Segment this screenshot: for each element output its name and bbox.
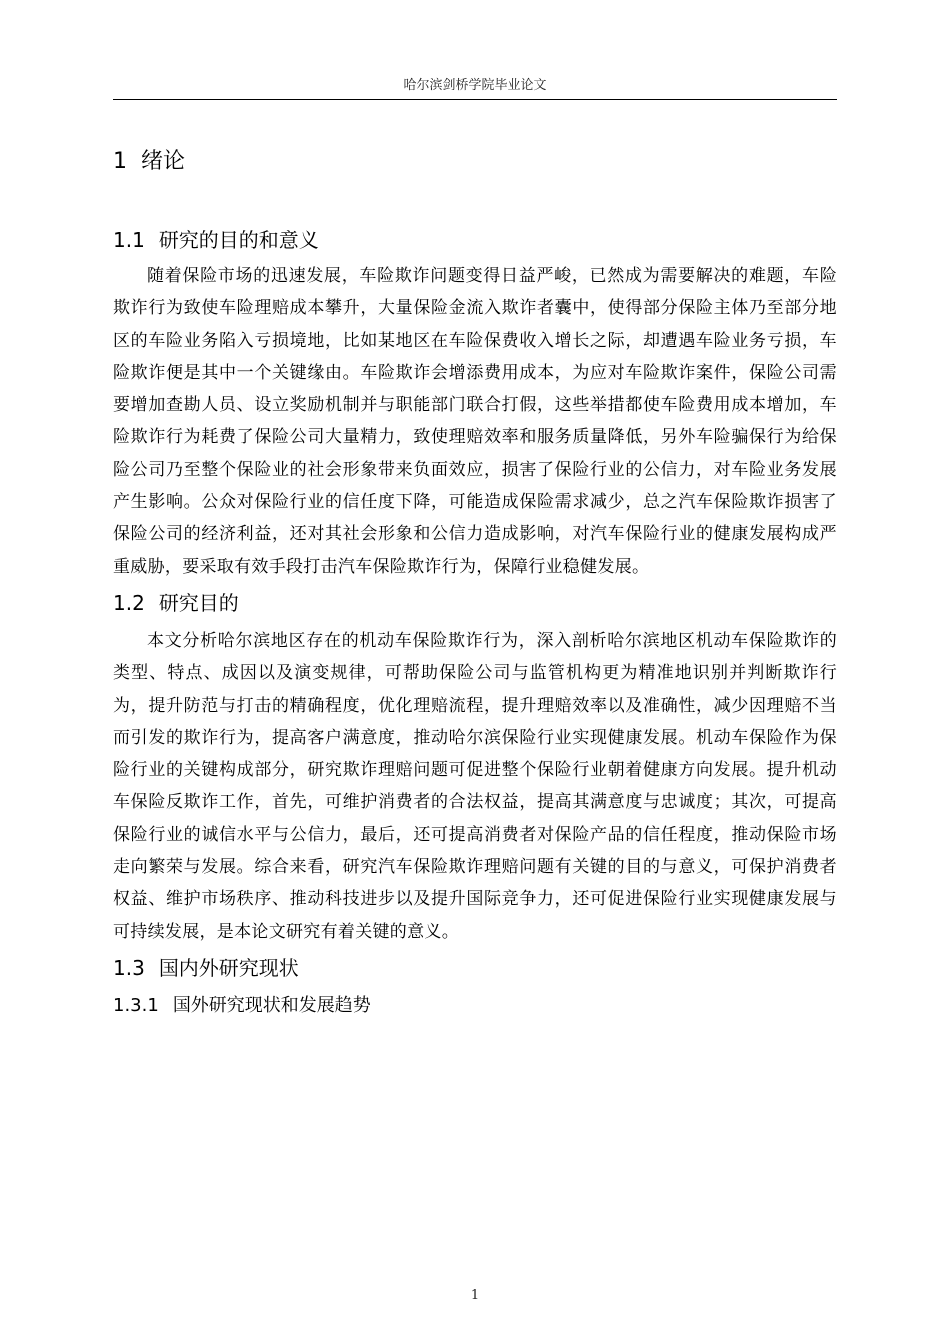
page-content bbox=[113, 140, 837, 1024]
heading-number: 1.1 bbox=[113, 228, 145, 252]
heading-number: 1.2 bbox=[113, 590, 145, 615]
header-divider bbox=[113, 99, 837, 100]
heading-title: 国内外研究现状 bbox=[158, 955, 299, 980]
heading-chapter-1 bbox=[113, 140, 837, 184]
running-header: 哈尔滨剑桥学院毕业论文 bbox=[403, 78, 547, 93]
heading-number: 1.3 bbox=[113, 955, 145, 980]
heading-section-1-1 bbox=[113, 220, 837, 260]
paragraph-purpose-significance: 随着保险市场的迅速发展，车险欺诈问题变得日益严峻，已然成为需要解决的难题，车险欺诈行为致使车险理赔成本攀升，大量保险金流入欺诈者囊中，使得部分保险主体乃至部分地区的车险业务陷入亏损境地，比如某地区在车险保费收入增长之际，却遭遇车险业务亏损，车险欺诈便是其中一个关键缘由。车险欺诈会增添费用成本，为应对车险欺诈案件，保险公司需要增加查勘人员、设立奖励机制并与职能部门联合打假，这些举措都使车险费用成本增加，车险欺诈行为耗费了保险公司大量精力，致使理赔效率和服务质量降低，另外车险骗保行为给保险公司乃至整个保险业的社会形象带来负面效应，损害了保险行业的公信力，对车险业务发展产生影响。公众对保险行业的信任度下降，可能造成保险需求减少，总之汽车保险欺诈损害了保险公司的经济利益，还对其社会形象和公信力造成影响，对汽车保险行业的健康发展构成严重威胁，要采取有效手段打击汽车保险欺诈行为，保障行业稳健发展。 bbox=[113, 266, 837, 577]
heading-section-1-2 bbox=[113, 583, 837, 623]
heading-number: 1 bbox=[113, 149, 127, 174]
heading-title: 研究的目的和意义 bbox=[158, 228, 319, 252]
heading-title: 研究目的 bbox=[158, 590, 239, 615]
page-number: 1 bbox=[470, 1288, 480, 1303]
heading-title: 国外研究现状和发展趋势 bbox=[172, 994, 371, 1016]
heading-section-1-3 bbox=[113, 948, 837, 988]
paragraph-research-purpose: 本文分析哈尔滨地区存在的机动车保险欺诈行为，深入剖析哈尔滨地区机动车保险欺诈的类型、特点、成因以及演变规律，可帮助保险公司与监管机构更为精准地识别并判断欺诈行为，提升防范与打击的精确程度，优化理赔流程，提升理赔效率以及准确性，减少因理赔不当而引发的欺诈行为，提高客户满意度，推动哈尔滨保险行业实现健康发展。机动车保险作为保险行业的关键构成部分，研究欺诈理赔问题可促进整个保险行业朝着健康方向发展。提升机动车保险反欺诈工作，首先，可维护消费者的合法权益，提高其满意度与忠诚度；其次，可提高保险行业的诚信水平与公信力，最后，还可提高消费者对保险产品的信任程度，推动保险市场走向繁荣与发展。综合来看，研究汽车保险欺诈理赔问题有关键的目的与意义，可保护消费者权益、维护市场秩序、推动科技进步以及提升国际竞争力，还可促进保险行业实现健康发展与可持续发展，是本论文研究有着关键的意义。 bbox=[113, 630, 837, 942]
heading-number: 1.3.1 bbox=[113, 994, 159, 1016]
heading-title: 绪论 bbox=[141, 149, 186, 174]
heading-section-1-3-1 bbox=[113, 988, 837, 1024]
